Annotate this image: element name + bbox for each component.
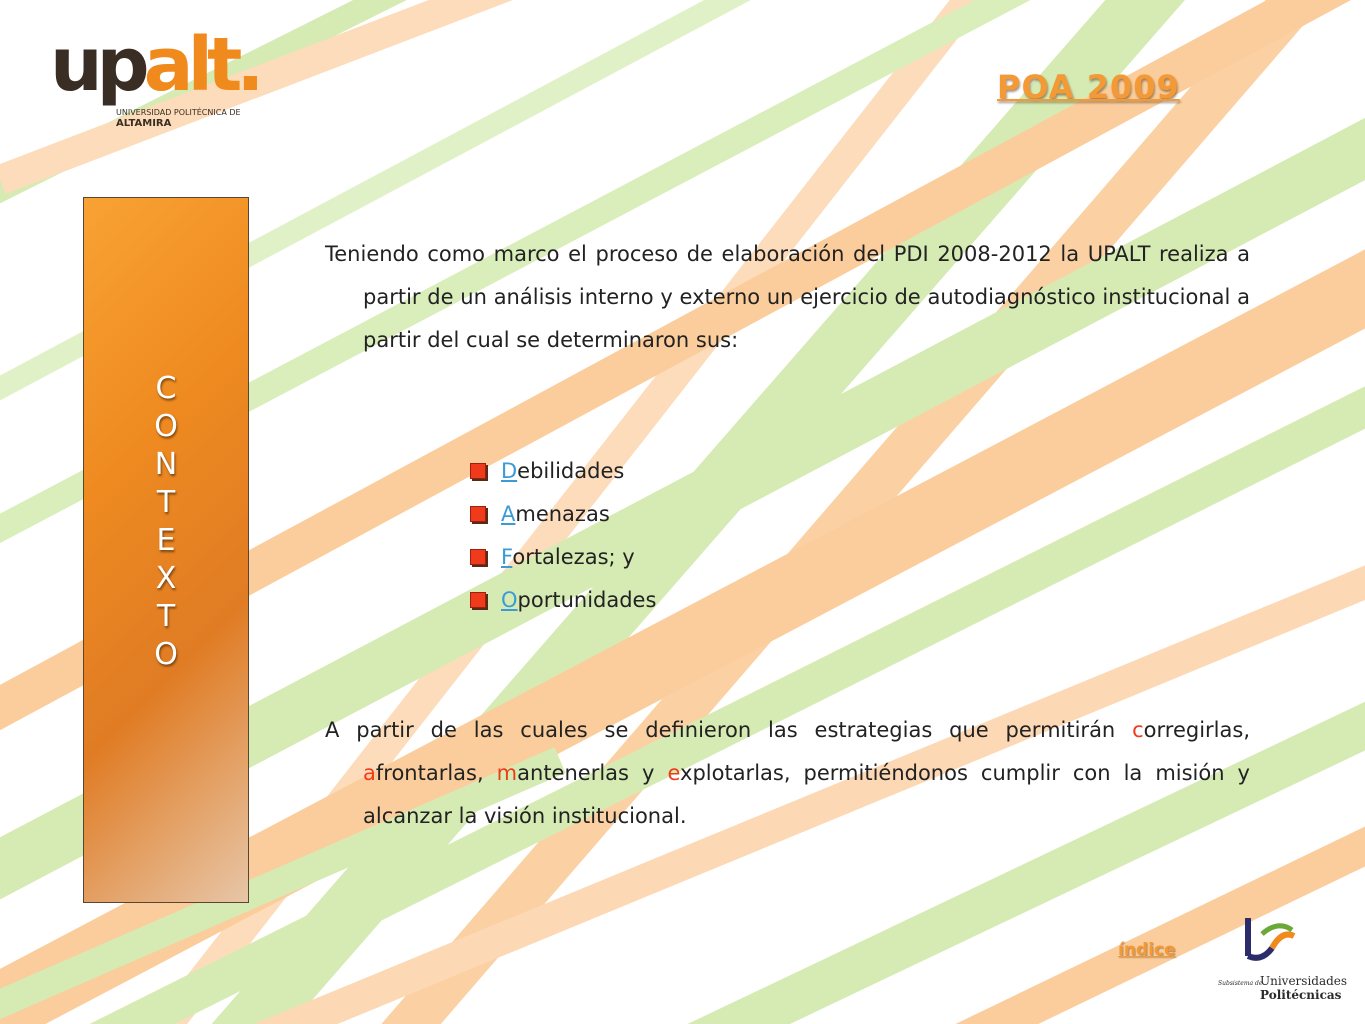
closing-text-4: xplotarlas, permitiéndonos cumplir con la misión y alcanzar la visión institucional. <box>363 761 1250 828</box>
side-panel-letter: O <box>154 637 178 672</box>
highlight-letter: e <box>667 761 681 785</box>
checkbox-bullet-icon <box>470 506 486 522</box>
side-panel-letter: E <box>156 523 176 558</box>
universidades-politecnicas-logo <box>1218 912 1348 1016</box>
index-link[interactable]: índice <box>1118 940 1176 960</box>
upalt-logo <box>50 22 259 138</box>
swot-item-text: ebilidades <box>517 459 625 483</box>
logo-subtitle-line2: ALTAMIRA <box>116 118 172 129</box>
swot-item-text: portunidades <box>517 588 657 612</box>
side-panel-letter: C <box>155 371 177 406</box>
swot-list <box>470 450 656 622</box>
page-title-link[interactable]: POA 2009 <box>997 68 1180 106</box>
closing-text-1: orregirlas, <box>1143 718 1250 742</box>
logo-wordmark <box>50 22 259 108</box>
side-panel-letters <box>84 370 248 674</box>
logo-word-up: up <box>50 22 144 108</box>
swot-initial-link[interactable]: A <box>501 502 516 526</box>
list-item-fortalezas <box>470 536 656 579</box>
up-emblem-icon <box>1218 912 1338 972</box>
side-panel-letter: X <box>155 561 177 596</box>
logo-subtitle <box>116 108 241 131</box>
side-panel-letter: T <box>156 485 176 520</box>
highlight-letter: m <box>496 761 518 785</box>
up-logo-small-text: Subsistema de <box>1218 980 1263 987</box>
swot-initial-link[interactable]: D <box>501 459 518 483</box>
intro-paragraph: Teniendo como marco el proceso de elaboración del PDI 2008-2012 la UPALT realiza a partir de un análisis interno y externo un ejercicio de autodiagnóstico institucional a partir del cual se determinaron sus: <box>325 242 1250 352</box>
swot-initial-link[interactable]: O <box>501 588 518 612</box>
closing-text-0: A partir de las cuales se definieron las estrategias que permitirán <box>325 718 1133 742</box>
logo-word-alt: alt. <box>143 22 259 108</box>
highlight-letter: c <box>1132 718 1144 742</box>
swot-item-text: menazas <box>515 502 610 526</box>
up-logo-line1: Universidades <box>1260 974 1348 988</box>
swot-item-text: ortalezas; y <box>512 545 635 569</box>
checkbox-bullet-icon <box>470 463 486 479</box>
up-logo-line2: Politécnicas <box>1260 988 1342 1002</box>
side-panel-letter: T <box>156 599 176 634</box>
list-item-debilidades <box>470 450 656 493</box>
checkbox-bullet-icon <box>470 549 486 565</box>
highlight-letter: a <box>363 761 376 785</box>
closing-text-2: frontarlas, <box>375 761 497 785</box>
side-panel-letter: N <box>154 447 178 482</box>
side-panel-letter: O <box>154 409 178 444</box>
logo-subtitle-line1: UNIVERSIDAD POLITÉCNICA DE <box>116 108 241 117</box>
list-item-amenazas <box>470 493 656 536</box>
closing-paragraph <box>325 709 1250 838</box>
closing-text-3: antenerlas y <box>517 761 668 785</box>
swot-initial-link[interactable]: F <box>501 545 513 569</box>
list-item-oportunidades <box>470 579 656 622</box>
checkbox-bullet-icon <box>470 592 486 608</box>
contexto-side-panel <box>83 197 249 903</box>
